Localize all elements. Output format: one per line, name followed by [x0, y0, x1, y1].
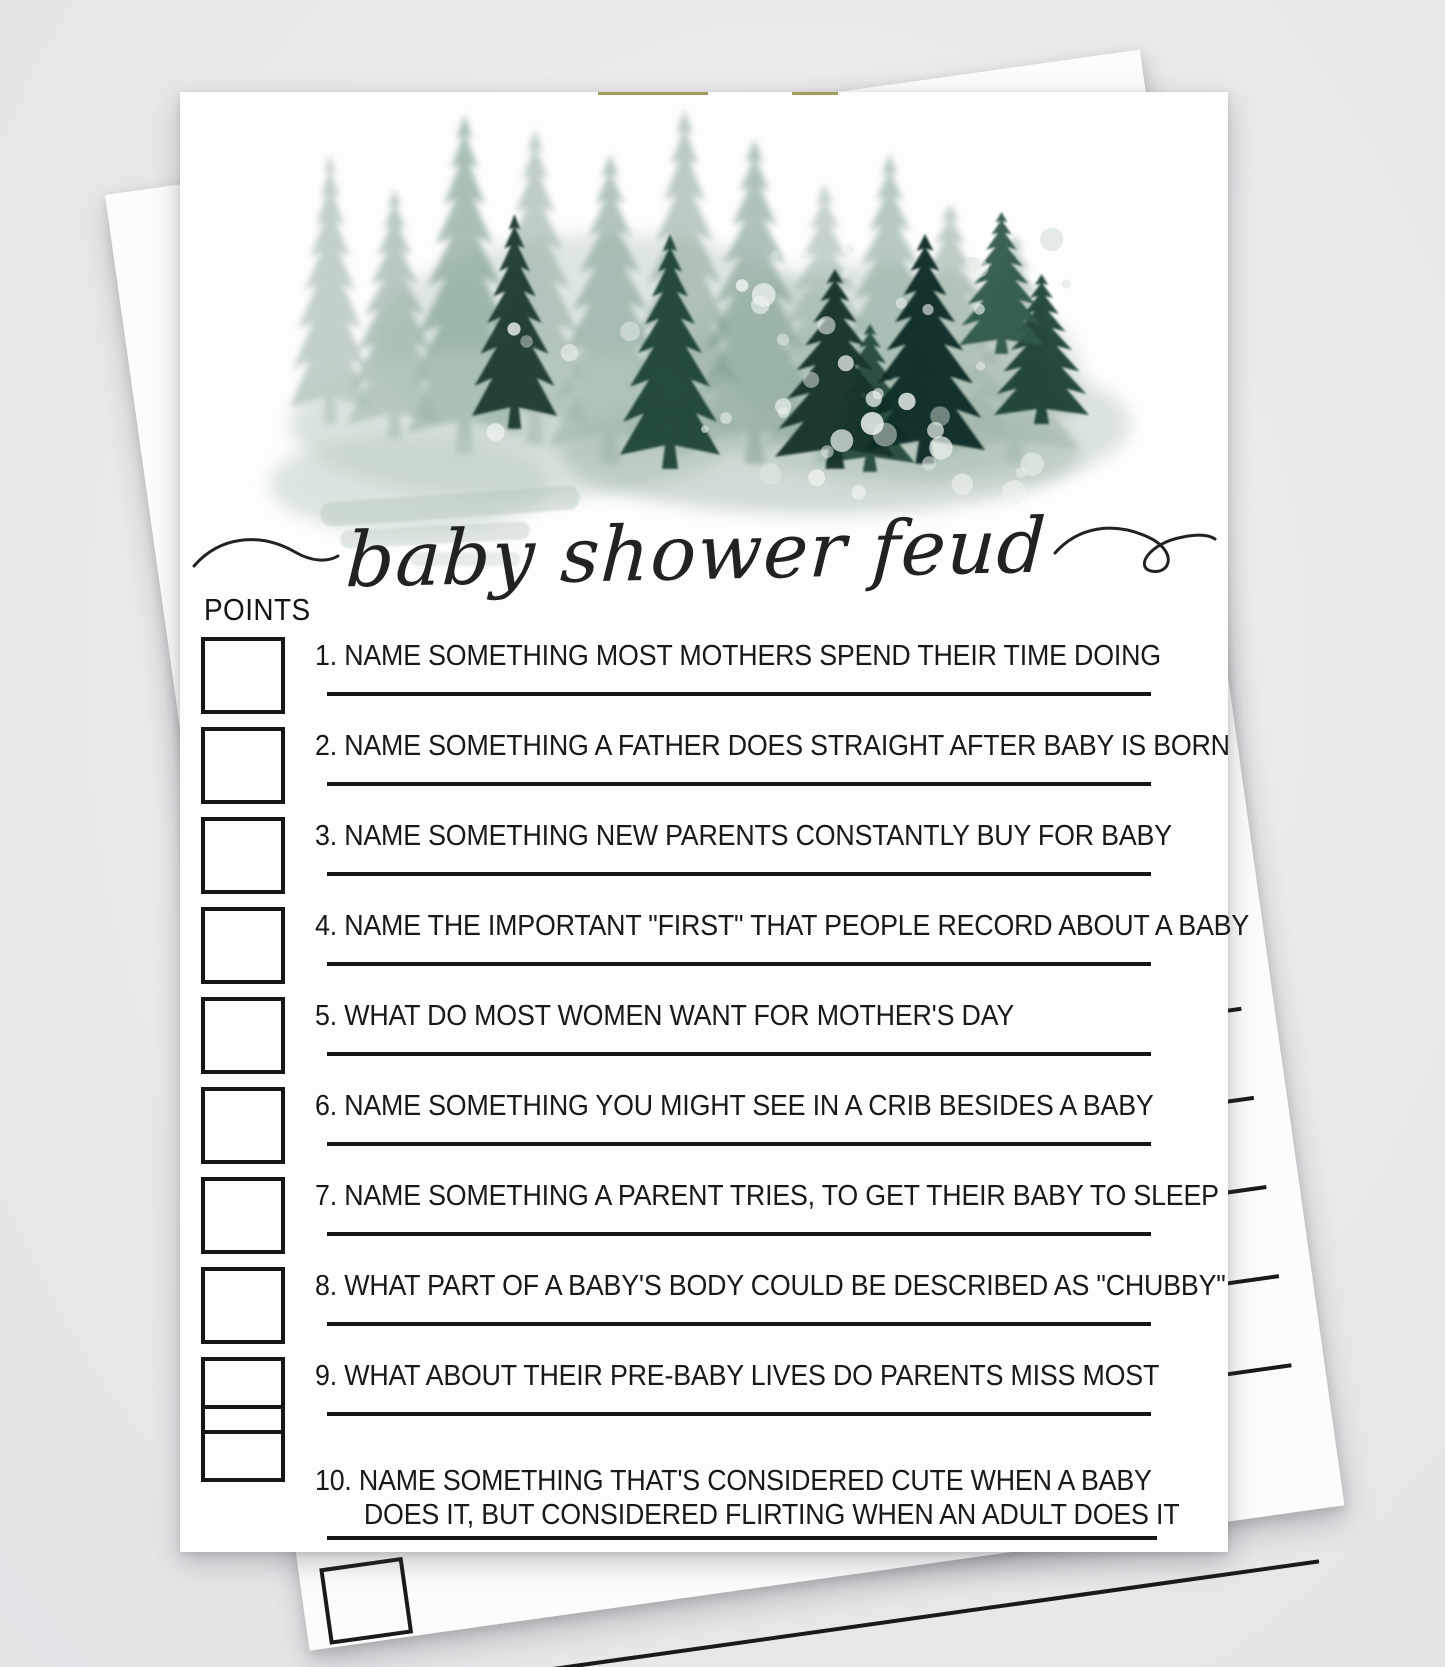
answer-line: [327, 1536, 1157, 1540]
question-row: [201, 1087, 1211, 1177]
back-card-answer-line: [465, 1559, 1319, 1667]
question-text: 4. NAME THE IMPORTANT "FIRST" THAT PEOPLE RECORD ABOUT A BABY: [315, 910, 1250, 942]
question-text: 8. WHAT PART OF A BABY'S BODY COULD BE DESCRIBED AS "CHUBBY": [315, 1270, 1226, 1302]
answer-line: [327, 872, 1151, 876]
answer-line: [327, 1052, 1151, 1056]
points-checkbox: [201, 1267, 285, 1344]
points-checkbox: [201, 637, 285, 714]
answer-line: [327, 1142, 1151, 1146]
question-text: 10. NAME SOMETHING THAT'S CONSIDERED CUTE WHEN A BABY DOES IT, BUT CONSIDERED FLIRTING WHEN AN ADULT DOES IT: [315, 1465, 1180, 1531]
points-checkbox: [201, 817, 285, 894]
question-text: 6. NAME SOMETHING YOU MIGHT SEE IN A CRIB BESIDES A BABY: [315, 1090, 1154, 1122]
answer-line: [327, 692, 1151, 696]
points-checkbox: [201, 907, 285, 984]
answer-line: [327, 1322, 1151, 1326]
question-row: [201, 817, 1211, 907]
question-text: 1. NAME SOMETHING MOST MOTHERS SPEND THEIR TIME DOING: [315, 640, 1161, 672]
question-row: [201, 1405, 1211, 1545]
question-row: [201, 727, 1230, 817]
baby-shower-feud-card: [180, 92, 1250, 1552]
back-card-checkbox: [319, 1557, 413, 1645]
points-checkbox: [201, 727, 285, 804]
question-text: 9. WHAT ABOUT THEIR PRE-BABY LIVES DO PARENTS MISS MOST: [315, 1360, 1160, 1392]
answer-line: [327, 782, 1151, 786]
left-flourish: [190, 518, 340, 588]
question-text: 7. NAME SOMETHING A PARENT TRIES, TO GET THEIR BABY TO SLEEP: [315, 1180, 1219, 1212]
question-row: [201, 997, 1211, 1087]
answer-line: [327, 962, 1151, 966]
points-checkbox: [201, 1405, 285, 1482]
points-checkbox: [201, 997, 285, 1074]
question-text: 5. WHAT DO MOST WOMEN WANT FOR MOTHER'S DAY: [315, 1000, 1015, 1032]
question-row: [201, 1267, 1226, 1357]
points-checkbox: [201, 1177, 285, 1254]
card-title: baby shower feud: [344, 500, 1049, 605]
question-text: 2. NAME SOMETHING A FATHER DOES STRAIGHT AFTER BABY IS BORN: [315, 730, 1230, 762]
right-flourish: [1053, 513, 1218, 593]
points-label: POINTS: [204, 592, 311, 627]
points-checkbox: [201, 1087, 285, 1164]
answer-line: [327, 1232, 1151, 1236]
question-row: [201, 907, 1250, 997]
question-text: 3. NAME SOMETHING NEW PARENTS CONSTANTLY BUY FOR BABY: [315, 820, 1172, 852]
question-row: [201, 637, 1211, 727]
card-title-block: [180, 490, 1228, 615]
question-row: [201, 1177, 1219, 1267]
